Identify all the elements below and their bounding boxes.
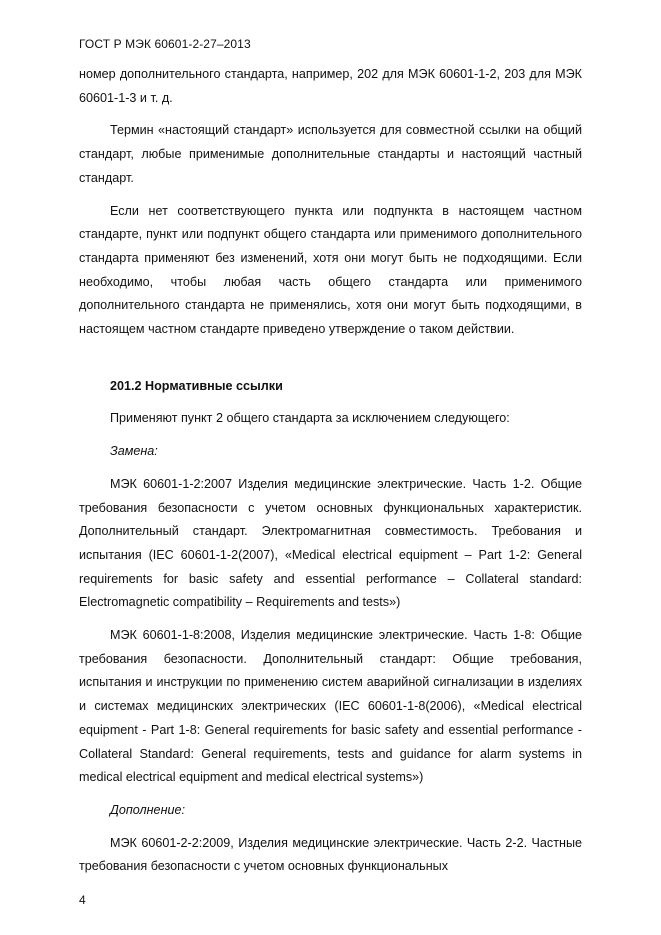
reference-iec-60601-1-8: МЭК 60601-1-8:2008, Изделия медицинские электрические. Часть 1-8: Общие требования безопасности. Дополнительный стандарт: Общие требования, испытания и инструкции по применению систем аварийной сигнализации в изделиях и системах медицинских электрических (IEC 60601-1-8(2006), «Medical electrical equipment - Part 1-8: General requirements for basic safety and essential performance - Collateral Standard: General requirements, tests and guidance for alarm systems in medical electrical equipment and medical electrical systems») xyxy=(79,628,582,785)
reference-iec-60601-1-2: МЭК 60601-1-2:2007 Изделия медицинские электрические. Часть 1-2. Общие требования безопасности с учетом основных функциональных характеристик. Дополнительный стандарт. Электромагнитная совместимость. Требования и испытания (IEC 60601-1-2(2007), «Medical electrical equipment – Part 1-2: General requirements for basic safety and essential performance – Collateral standard: Electromagnetic compatibility – Requirements and tests») xyxy=(79,476,582,610)
paragraph-term-definition: Термин «настоящий стандарт» используется для совместной ссылки на общий стандарт, любые применимые дополнительные стандарты и настоящий частный стандарт. xyxy=(79,123,582,185)
document-header: ГОСТ Р МЭК 60601-2-27–2013 xyxy=(79,37,251,51)
section-heading: 201.2 Нормативные ссылки xyxy=(110,378,283,393)
document-body xyxy=(79,63,582,879)
page-number: 4 xyxy=(79,893,86,907)
addition-label: Дополнение: xyxy=(110,802,186,817)
section-intro: Применяют пункт 2 общего стандарта за исключением следующего: xyxy=(110,411,510,426)
paragraph-application-rules: Если нет соответствующего пункта или подпункта в настоящем частном стандарте, пункт или подпункт общего стандарта или применимого дополнительного стандарта применяют без изменений, хотя они могут быть не подходящими. Если необходимо, чтобы любая часть общего стандарта или применимого дополнительного стандарта не применялись, хотя они могут быть подходящими, в настоящем частном стандарте приведено утверждение о таком действии. xyxy=(79,203,582,337)
reference-iec-60601-2-2: МЭК 60601-2-2:2009, Изделия медицинские электрические. Часть 2-2. Частные требования безопасности с учетом основных функциональных xyxy=(79,835,582,874)
paragraph-continuation: номер дополнительного стандарта, например, 202 для МЭК 60601-1-2, 203 для МЭК 60601-1-3 и т. д. xyxy=(79,67,582,105)
replacement-label: Замена: xyxy=(110,444,158,459)
